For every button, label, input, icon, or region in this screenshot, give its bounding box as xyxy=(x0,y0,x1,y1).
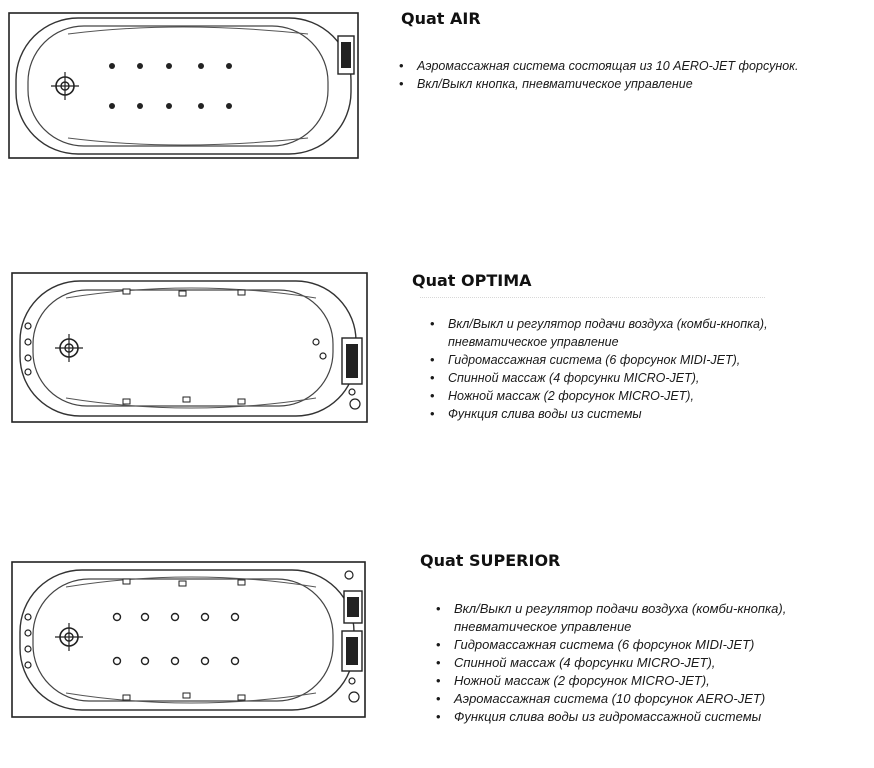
list-item: • Аэромассажная система (10 форсунок AERO-JET) xyxy=(434,690,786,708)
list-item: • Функция слива воды из системы xyxy=(428,405,768,423)
list-item: • Аэромассажная система состоящая из 10 AERO-JET форсунок. xyxy=(397,57,799,75)
dotted-divider xyxy=(420,297,765,298)
list-item: • Спинной массаж (4 форсунки MICRO-JET), xyxy=(428,369,768,387)
list-item-continuation: пневматическое управление xyxy=(448,335,619,349)
list-item: • Ножной массаж (2 форсунок MICRO-JET), xyxy=(428,387,768,405)
list-item: • Вкл/Выкл и регулятор подачи воздуха (комби-кнопка), xyxy=(428,315,768,333)
bathtub-diagram-optima xyxy=(11,272,369,424)
list-item: • Гидромассажная система (6 форсунок MIDI-JET) xyxy=(434,636,786,654)
feature-list-superior xyxy=(434,600,786,726)
list-item: • Вкл/Выкл кнопка, пневматическое управление xyxy=(397,75,799,93)
bathtub-diagram-air xyxy=(8,12,360,160)
product-title-air: Quat AIR xyxy=(401,9,481,28)
list-item: • Функция слива воды из гидромассажной системы xyxy=(434,708,786,726)
list-item: • Гидромассажная система (6 форсунок MIDI-JET), xyxy=(428,351,768,369)
list-item-continuation: пневматическое управление xyxy=(454,619,632,634)
bathtub-superior-drawing xyxy=(11,561,367,719)
list-item: • Ножной массаж (2 форсунок MICRO-JET), xyxy=(434,672,786,690)
faucet-icon xyxy=(338,36,354,74)
bathtub-diagram-superior xyxy=(11,561,367,719)
bathtub-optima-drawing xyxy=(11,272,369,424)
product-title-superior: Quat SUPERIOR xyxy=(420,551,561,570)
feature-list-optima xyxy=(428,315,768,423)
bathtub-air-drawing xyxy=(8,12,360,160)
list-item: • Спинной массаж (4 форсунки MICRO-JET), xyxy=(434,654,786,672)
feature-list-air xyxy=(397,57,799,93)
product-title-optima: Quat OPTIMA xyxy=(412,271,532,290)
list-item: • Вкл/Выкл и регулятор подачи воздуха (комби-кнопка), xyxy=(434,600,786,618)
